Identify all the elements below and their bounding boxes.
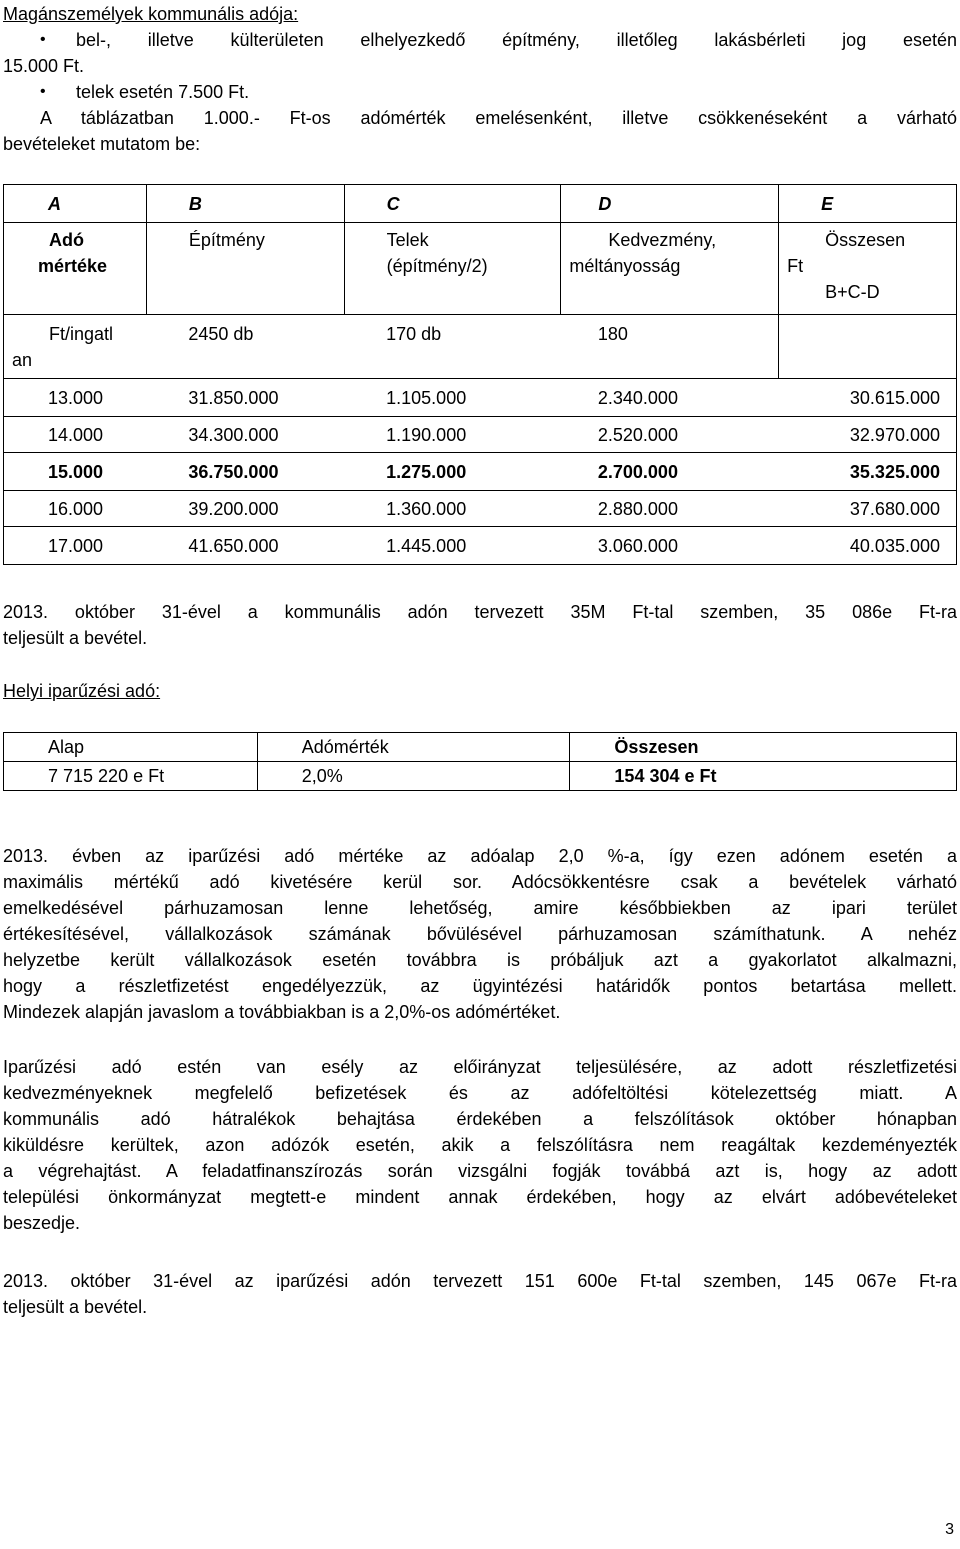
paragraph-line: értékesítésével, vállalkozások számának bővülésével párhuzamosan számíthatunk. A nehéz (3, 924, 957, 944)
unit-e (779, 315, 957, 379)
iparuzesi-result-paragraph (3, 1268, 957, 1320)
unit-b: 2450 db (146, 315, 344, 379)
paragraph-line: hogy a részletfizetést engedélyezzük, az ügyintézési határidők pontos betartása mellett. (3, 976, 957, 996)
table-row (4, 417, 957, 453)
unit-c: 170 db (344, 315, 561, 379)
paragraph-line: beszedje. (3, 1213, 81, 1233)
bullet-icon: • (40, 83, 46, 100)
cell-c: 1.445.000 (344, 527, 561, 565)
paragraph-line: kedvezményeknek megfelelő befizetések és az adófeltöltési kötelezettség miatt. A (3, 1083, 957, 1103)
cell-a: 14.000 (4, 417, 147, 453)
table-row (4, 491, 957, 527)
header-osszesen (779, 223, 957, 315)
kommunalis-result-paragraph (3, 599, 957, 651)
list-item (3, 79, 957, 105)
header-row (4, 223, 957, 315)
cell-osszesen: 154 304 e Ft (570, 762, 957, 791)
heading-iparuzesi-ado: Helyi iparűzési adó: (3, 681, 161, 701)
header-text: Adó (49, 230, 84, 250)
header-alap: Alap (4, 733, 258, 762)
cell-c: 1.360.000 (344, 491, 561, 527)
header-kedvezmeny (561, 223, 779, 315)
cell-e: 40.035.000 (779, 527, 957, 565)
paragraph-line: Mindezek alapján javaslom a továbbiakban is a 2,0%-os adómértéket. (3, 1002, 561, 1022)
header-text: Kedvezmény, (608, 230, 717, 250)
cell-e: 37.680.000 (779, 491, 957, 527)
cell-a: 16.000 (4, 491, 147, 527)
header-adomertek: Adómérték (257, 733, 570, 762)
paragraph-line: 2013. október 31-ével a kommunális adón tervezett 35M Ft-tal szemben, 35 086e Ft-ra (3, 602, 957, 622)
intro-paragraph (3, 105, 957, 157)
cell-b: 41.650.000 (146, 527, 344, 565)
adomertek-table (3, 184, 957, 565)
paragraph-line: 2013. október 31-ével az iparűzési adón tervezett 151 600e Ft-tal szemben, 145 067e Ft-ra (3, 1271, 957, 1291)
paragraph-line: Iparűzési adó estén van esély az előirányzat teljesülésére, az adott részletfizetési (3, 1057, 957, 1077)
cell-e: 30.615.000 (779, 379, 957, 417)
cell-alap: 7 715 220 e Ft (4, 762, 258, 791)
header-telek (344, 223, 561, 315)
paragraph-line: települési önkormányzat megtett-e mindent annak érdekében, hogy az elvárt adóbevételeket (3, 1187, 957, 1207)
col-letter-b: B (146, 185, 344, 223)
unit-text: an (12, 350, 33, 370)
cell-b: 31.850.000 (146, 379, 344, 417)
cell-d: 2.880.000 (561, 491, 779, 527)
paragraph-line: emelkedésével párhuzamosan lenne lehetőség, amire későbbiekben az ipari terület (3, 898, 957, 918)
cell-a: 15.000 (4, 453, 147, 491)
header-ado-merteke (4, 223, 147, 315)
col-letter-c: C (344, 185, 561, 223)
unit-text: Ft/ingatl (49, 324, 114, 344)
paragraph-line: helyzetbe került vállalkozások esetén továbbra is próbáljuk azt a gyakorlatot alkalmazni, (3, 950, 957, 970)
table-header-row (4, 733, 957, 762)
header-text: mértéke (38, 256, 108, 276)
cell-c: 1.190.000 (344, 417, 561, 453)
bullet-icon: • (40, 31, 46, 48)
column-letter-row (4, 185, 957, 223)
cell-c: 1.105.000 (344, 379, 561, 417)
header-ft: Ft (787, 256, 804, 276)
table-row (4, 527, 957, 565)
cell-d: 2.520.000 (561, 417, 779, 453)
cell-d: 2.340.000 (561, 379, 779, 417)
page-number: 3 (945, 1521, 954, 1538)
header-osszesen: Összesen (570, 733, 957, 762)
unit-a (4, 315, 147, 379)
cell-c: 1.275.000 (344, 453, 561, 491)
cell-b: 36.750.000 (146, 453, 344, 491)
cell-a: 17.000 (4, 527, 147, 565)
bullet-text: telek esetén 7.500 Ft. (76, 82, 250, 102)
heading-kommunalis-ado: Magánszemélyek kommunális adója: (3, 4, 299, 24)
cell-e: 35.325.000 (779, 453, 957, 491)
cell-e: 32.970.000 (779, 417, 957, 453)
header-text: Telek (386, 230, 429, 250)
cell-adomertek: 2,0% (257, 762, 570, 791)
cell-b: 34.300.000 (146, 417, 344, 453)
bullet-list (3, 27, 957, 105)
intro-line: bevételeket mutatom be: (3, 134, 201, 154)
table-row-highlighted (4, 453, 957, 491)
iparuzesi-paragraph-1 (3, 843, 957, 1025)
header-text: (építmény/2) (386, 256, 488, 276)
iparuzesi-paragraph-2 (3, 1054, 957, 1236)
bullet-text: bel-, illetve külterületen elhelyezkedő építmény, illetőleg lakásbérleti jog esetén (76, 30, 957, 50)
bullet-text: 15.000 Ft. (3, 56, 85, 76)
unit-d: 180 (561, 315, 779, 379)
table-row (4, 379, 957, 417)
paragraph-line: a végrehajtást. A feladatfinanszírozás során vizsgálni fogják továbbá azt is, hogy az adott (3, 1161, 957, 1181)
paragraph-line: 2013. évben az iparűzési adó mértéke az adóalap 2,0 %-a, így ezen adónem esetén a (3, 846, 957, 866)
paragraph-line: teljesült a bevétel. (3, 628, 148, 648)
units-row (4, 315, 957, 379)
intro-line: A táblázatban 1.000.- Ft-os adómérték emelésenként, illetve csökkenéseként a várható (40, 108, 957, 128)
cell-d: 2.700.000 (561, 453, 779, 491)
list-item (3, 27, 957, 53)
header-epitmeny: Építmény (146, 223, 344, 315)
paragraph-line: maximális mértékű adó kivetésére kerül sor. Adócsökkentésre csak a bevételek várható (3, 872, 957, 892)
cell-a: 13.000 (4, 379, 147, 417)
paragraph-line: kiküldésre kerültek, azon adózók esetén, akik a felszólításra nem reagáltak kezdeményezték (3, 1135, 957, 1155)
header-text: B+C-D (825, 282, 880, 302)
header-text: Összesen (825, 230, 906, 250)
paragraph-line: kommunális adó hátralékok behajtása érdekében a felszólítások október hónapban (3, 1109, 957, 1129)
iparuzesi-table (3, 732, 957, 791)
col-letter-a: A (4, 185, 147, 223)
header-text: méltányosság (569, 256, 681, 276)
list-item-continuation (3, 53, 957, 79)
paragraph-line: teljesült a bevétel. (3, 1297, 148, 1317)
col-letter-e: E (779, 185, 957, 223)
table-row (4, 762, 957, 791)
col-letter-d: D (561, 185, 779, 223)
cell-d: 3.060.000 (561, 527, 779, 565)
cell-b: 39.200.000 (146, 491, 344, 527)
